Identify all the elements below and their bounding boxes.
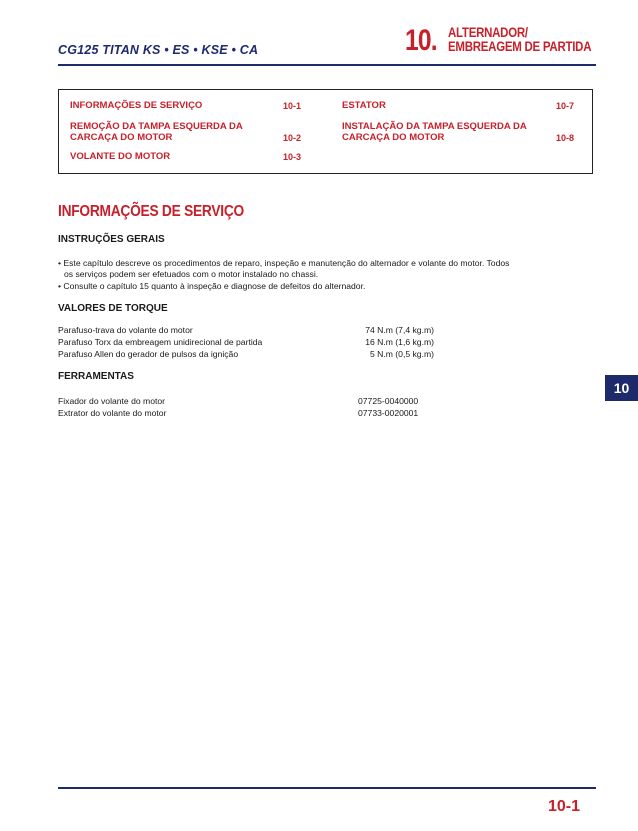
section-title: INFORMAÇÕES DE SERVIÇO [58, 203, 244, 220]
chapter-title [448, 26, 591, 54]
toc-item-1-label[interactable]: INFORMAÇÕES DE SERVIÇO [70, 100, 203, 111]
toc-item-4-page: 10-7 [556, 101, 575, 111]
tools-row-1-value: 07725-0040000 [358, 396, 419, 406]
model-name: CG125 TITAN KS • ES • KSE • CA [58, 43, 259, 57]
toc-item-5-line1: INSTALAÇÃO DA TAMPA ESQUERDA DA [342, 121, 527, 132]
toc-item-5-page: 10-8 [556, 133, 575, 143]
footer-rule [58, 787, 596, 789]
torque-row-1-item: Parafuso-trava do volante do motor [58, 325, 193, 335]
general-bullet-1-line2: os serviços podem ser efetuados com o motor instalado no chassi. [64, 269, 319, 279]
chapter-title-line2: EMBREAGEM DE PARTIDA [448, 39, 592, 54]
torque-row-1-value: 74 N.m (7,4 kg.m) [365, 325, 434, 335]
torque-heading: VALORES DE TORQUE [58, 303, 168, 314]
toc-item-2-line1: REMOÇÃO DA TAMPA ESQUERDA DA [70, 121, 243, 132]
toc-item-3-label[interactable]: VOLANTE DO MOTOR [70, 151, 171, 162]
page-number: 10-1 [548, 798, 581, 815]
tools-row-2-item: Extrator do volante do motor [58, 408, 167, 418]
general-bullet-2: • Consulte o capítulo 15 quanto à inspeção e diagnose de defeitos do alternador. [58, 281, 366, 291]
tools-heading: FERRAMENTAS [58, 371, 134, 382]
torque-row-3-item: Parafuso Allen do gerador de pulsos da ignição [58, 349, 239, 359]
torque-row-3-value: 5 N.m (0,5 kg.m) [370, 349, 434, 359]
general-bullet-1-line1: • Este capítulo descreve os procedimentos de reparo, inspeção e manutenção do alternador e volante do motor. Todos [58, 258, 510, 268]
chapter-title-line1: ALTERNADOR/ [448, 25, 528, 40]
toc-item-3-page: 10-3 [283, 152, 302, 162]
toc-item-2-page: 10-2 [283, 133, 302, 143]
toc-item-2-label[interactable] [70, 122, 243, 143]
tools-row-2-value: 07733-0020001 [358, 408, 419, 418]
header-rule [58, 64, 596, 66]
toc-item-5-line2: CARCAÇA DO MOTOR [342, 131, 445, 143]
chapter-side-tab[interactable]: 10 [605, 375, 638, 401]
torque-row-2-item: Parafuso Torx da embreagem unidirecional de partida [58, 337, 263, 347]
general-heading: INSTRUÇÕES GERAIS [58, 234, 165, 245]
general-bullet-1 [58, 258, 509, 280]
chapter-number: 10. [405, 24, 437, 57]
toc-item-5-label[interactable] [342, 122, 527, 143]
tools-row-1-item: Fixador do volante do motor [58, 396, 166, 406]
toc-item-4-label[interactable]: ESTATOR [342, 100, 386, 111]
torque-row-2-value: 16 N.m (1,6 kg.m) [365, 337, 434, 347]
toc-item-1-page: 10-1 [283, 101, 302, 111]
toc-item-2-line2: CARCAÇA DO MOTOR [70, 131, 173, 143]
